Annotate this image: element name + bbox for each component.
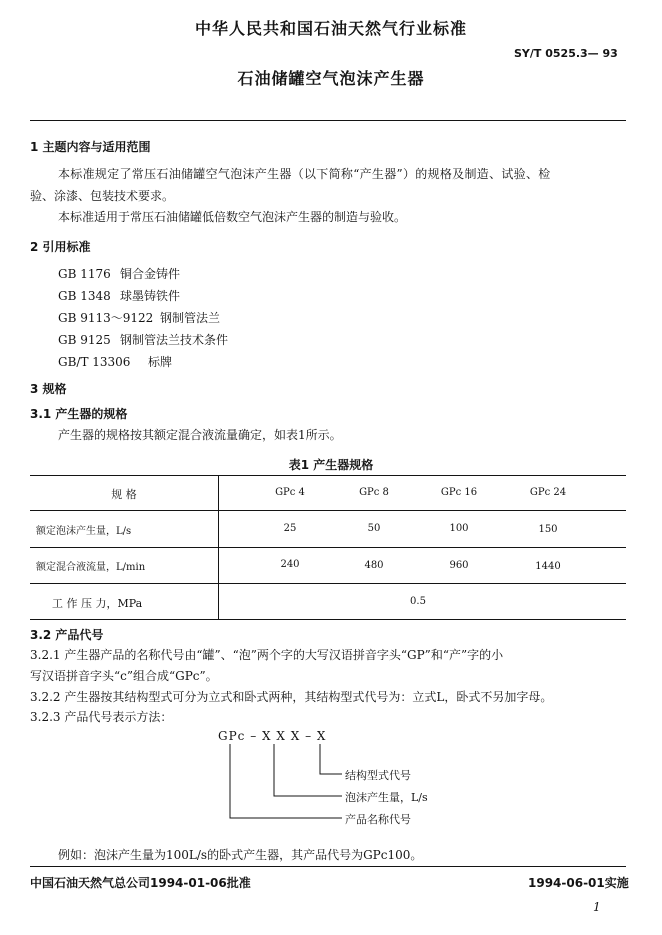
table-cell: 1440: [535, 561, 561, 572]
reference-name: 球墨铸铁件: [120, 289, 181, 303]
label-foam-output: 泡沫产生量，L/s: [345, 791, 428, 804]
reference-code: GB 1348: [58, 289, 111, 303]
section-1-paragraph-1-line-2: 验、涂漆、包装技术要求。: [30, 189, 175, 203]
reference-name: 钢制管法兰技术条件: [120, 333, 229, 347]
section-3-2-2: 3.2.2 产生器按其结构型式可分为立式和卧式两种，其结构型式代号为：立式L，卧式不另加字母。: [30, 690, 553, 704]
section-2-heading: 2 引用标准: [30, 240, 91, 254]
section-1-heading: 1 主题内容与适用范围: [30, 140, 151, 154]
table-cell: 480: [364, 560, 384, 571]
table-row-label: 额定混合液流量，L/min: [36, 562, 146, 573]
table-header-model: GPc 4: [275, 487, 305, 498]
section-3-1-heading: 3.1 产生器的规格: [30, 407, 128, 421]
table-header-model: GPc 8: [359, 487, 389, 498]
section-1-paragraph-1-line-1: 本标准规定了常压石油储罐空气泡沫产生器（以下简称“产生器”）的规格及制造、试验、检: [58, 167, 551, 181]
effective-date: 1994-06-01实施: [528, 876, 629, 890]
reference-code: GB/T 13306: [58, 355, 131, 369]
table-cell: 50: [367, 523, 381, 534]
label-product-name: 产品名称代号: [345, 813, 411, 826]
section-3-2-3: 3.2.3 产品代号表示方法：: [30, 710, 173, 724]
code-pattern: GPc – X X X – X: [218, 729, 327, 743]
table-header-model: GPc 24: [529, 487, 567, 498]
section-1-paragraph-2: 本标准适用于常压石油储罐低倍数空气泡沫产生器的制造与验收。: [58, 210, 407, 224]
section-3-2-1-line-1: 3.2.1 产生器产品的名称代号由“罐”、“泡”两个字的大写汉语拼音字头“GP”和“产”字的小: [30, 648, 504, 662]
table-row-label: 工 作 压 力，MPa: [52, 597, 143, 610]
reference-code: GB 9113～9122: [58, 311, 154, 325]
reference-name: 标牌: [148, 355, 173, 369]
section-3-heading: 3 规格: [30, 382, 67, 396]
table-cell: 960: [449, 560, 469, 571]
label-structure-type: 结构型式代号: [345, 769, 411, 782]
bracket-line-structure: [320, 744, 342, 774]
document-title: 石油储罐空气泡沫产生器: [237, 69, 425, 88]
table-cell: 0.5: [410, 596, 426, 607]
standard-number: SY/T 0525.3— 93: [514, 47, 618, 60]
section-3-2-heading: 3.2 产品代号: [30, 628, 104, 642]
table-cell: 25: [283, 523, 297, 534]
table-caption: 表1 产生器规格: [288, 458, 374, 472]
reference-code: GB 1176: [58, 267, 111, 281]
table-row-label: 额定泡沫产生量，L/s: [36, 526, 132, 537]
reference-code: GB 9125: [58, 333, 111, 347]
table-cell: 150: [538, 524, 558, 535]
bracket-line-foam: [274, 744, 342, 796]
table-header-model: GPc 16: [440, 487, 478, 498]
page-number: 1: [593, 900, 601, 914]
org-title: 中华人民共和国石油天然气行业标准: [194, 19, 467, 38]
approval-text: 中国石油天然气总公司1994-01-06批准: [30, 876, 251, 890]
table-cell: 100: [449, 523, 469, 534]
section-3-2-1-line-2: 写汉语拼音字头“c”组合成“GPc”。: [30, 669, 218, 683]
table-cell: 240: [280, 559, 300, 570]
reference-name: 铜合金铸件: [120, 267, 181, 281]
reference-name: 钢制管法兰: [160, 311, 221, 325]
table-header-label: 规 格: [111, 488, 137, 501]
section-3-1-text: 产生器的规格按其额定混合液流量确定，如表1所示。: [58, 428, 342, 442]
bracket-line-name: [230, 744, 342, 818]
example-text: 例如：泡沫产生量为100L/s的卧式产生器，其产品代号为GPc100。: [58, 848, 423, 862]
footer-divider: [30, 866, 626, 867]
